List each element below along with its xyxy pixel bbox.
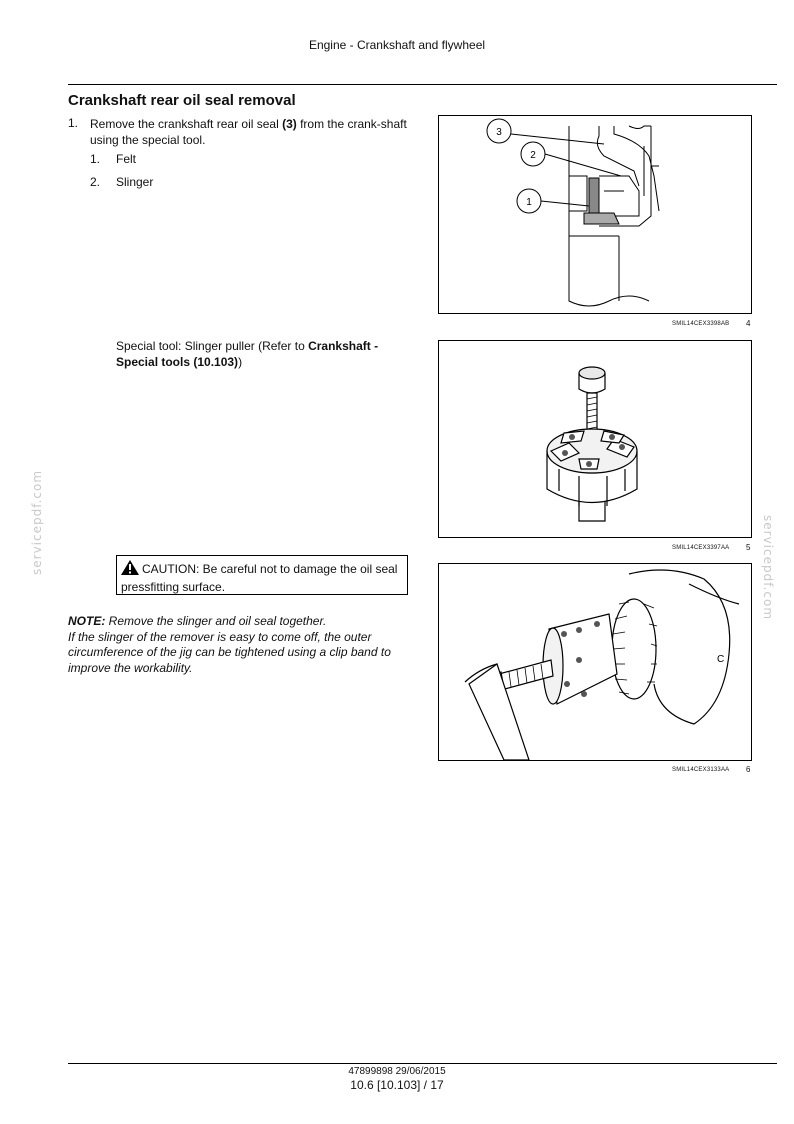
puller-installed-drawing xyxy=(439,564,751,760)
figure-6-code: SMIL14CEX3133AA xyxy=(672,767,730,773)
caution-text: CAUTION: Be careful not to damage the oil seal pressfitting surface. xyxy=(121,562,398,594)
figure-puller-installed xyxy=(438,563,752,761)
step-text: Remove the crankshaft rear oil seal (3) from the crank-shaft using the special tool. xyxy=(90,117,407,147)
felt-shape xyxy=(589,178,599,218)
watermark-right: servicepdf.com xyxy=(761,515,775,621)
figure-5-code: SMIL14CEX3397AA xyxy=(672,545,730,551)
figure-oil-seal-section xyxy=(438,115,752,314)
warning-icon xyxy=(121,560,139,579)
callout-3-label: 3 xyxy=(496,127,502,138)
list-item-slinger-number: 2. xyxy=(90,175,101,189)
figure-6-number: 6 xyxy=(746,765,751,774)
oil-seal-section-drawing xyxy=(439,116,751,313)
section-title: Crankshaft rear oil seal removal xyxy=(68,92,296,109)
footer-page-number: 10.6 [10.103] / 17 xyxy=(350,1078,444,1092)
special-tool-text: Special tool: Slinger puller (Refer to Crankshaft - Special tools (10.103)) xyxy=(116,339,379,369)
footer-rule xyxy=(68,1063,777,1064)
figure-4-code: SMIL14CEX3398AB xyxy=(672,321,730,327)
footer-doc-ref: 47899898 29/06/2015 xyxy=(348,1066,446,1077)
callout-1-label: 1 xyxy=(526,197,532,208)
slinger-shape xyxy=(584,213,619,224)
step-number: 1. xyxy=(68,116,79,130)
figure-5-number: 5 xyxy=(746,543,751,552)
watermark-left: servicepdf.com xyxy=(30,469,44,575)
list-item-felt-number: 1. xyxy=(90,152,101,166)
callout-2-label: 2 xyxy=(530,150,536,161)
page-header-title: Engine - Crankshaft and flywheel xyxy=(308,38,486,52)
list-item-felt-label: Felt xyxy=(116,152,137,166)
header-rule xyxy=(68,84,777,85)
note-text: NOTE: Remove the slinger and oil seal together. If the slinger of the remover is easy to come off, the outer circumference of the jig can be tightened using a clip band to improve the workability. xyxy=(68,614,391,675)
slinger-puller-drawing xyxy=(439,341,751,537)
list-item-slinger-label: Slinger xyxy=(116,175,154,189)
svg-text:C: C xyxy=(717,654,725,665)
figure-slinger-puller xyxy=(438,340,752,538)
figure-4-number: 4 xyxy=(746,319,751,328)
caution-box xyxy=(116,555,408,595)
